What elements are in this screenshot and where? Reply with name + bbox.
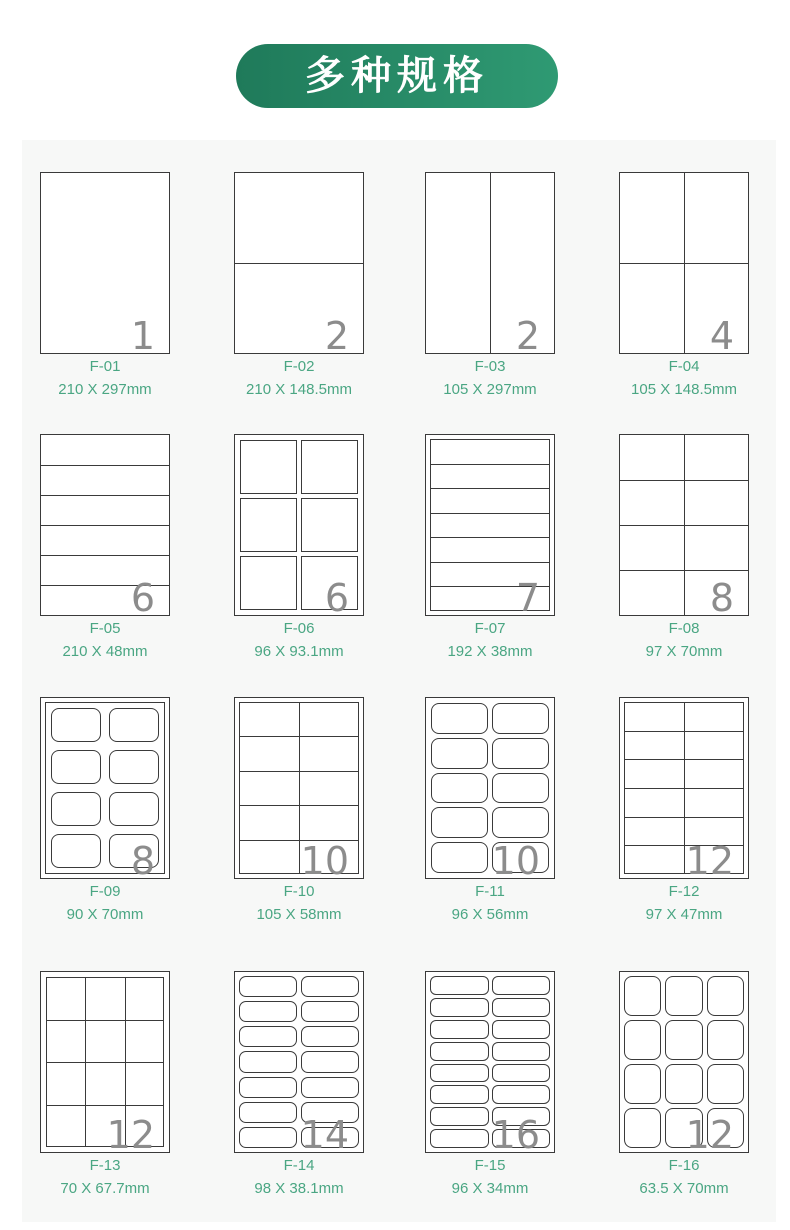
label-cell xyxy=(239,702,300,737)
label-cell xyxy=(85,1062,125,1106)
spec-code: F-04 xyxy=(668,358,700,375)
label-count: 14 xyxy=(300,1113,349,1157)
label-cell xyxy=(109,750,159,784)
label-sheet xyxy=(425,434,555,620)
label-count: 8 xyxy=(130,839,155,883)
label-cell xyxy=(239,1127,297,1148)
label-sheet xyxy=(40,434,170,620)
label-count: 6 xyxy=(130,576,155,620)
label-sheet xyxy=(619,697,749,883)
label-cell xyxy=(430,1107,489,1126)
label-cell xyxy=(430,488,550,514)
label-cell xyxy=(240,440,297,494)
label-cell xyxy=(430,1129,489,1148)
label-cell xyxy=(41,435,169,466)
label-cell xyxy=(620,570,685,615)
label-cell xyxy=(41,495,169,526)
label-count: 16 xyxy=(491,1113,540,1157)
label-cell xyxy=(51,834,101,868)
label-sheet xyxy=(619,172,749,358)
spec-size: 105 X 58mm xyxy=(256,906,342,923)
spec-code: F-07 xyxy=(474,620,506,637)
label-cell xyxy=(624,1064,661,1104)
label-sheet xyxy=(40,971,170,1157)
label-cell xyxy=(492,1064,551,1083)
label-cell xyxy=(41,465,169,496)
spec-code: F-12 xyxy=(668,883,700,900)
label-cell xyxy=(125,1062,164,1106)
spec-code: F-02 xyxy=(283,358,315,375)
label-cell xyxy=(51,750,101,784)
label-cell xyxy=(707,1020,744,1060)
label-cell xyxy=(301,440,358,494)
label-cell xyxy=(41,525,169,556)
label-cell xyxy=(684,788,744,818)
label-cell xyxy=(240,498,297,552)
label-cell xyxy=(239,736,300,771)
label-cell xyxy=(51,708,101,742)
label-cell xyxy=(239,805,300,840)
label-cell xyxy=(301,498,358,552)
label-sheet xyxy=(234,697,364,883)
label-cell xyxy=(684,525,748,571)
spec-size: 210 X 297mm xyxy=(58,381,152,398)
label-sheet xyxy=(425,172,555,358)
label-cell xyxy=(430,976,489,995)
label-cell xyxy=(430,1042,489,1061)
label-cell xyxy=(239,840,300,874)
label-cell xyxy=(624,845,685,874)
spec-size: 70 X 67.7mm xyxy=(60,1180,150,1197)
spec-size: 97 X 70mm xyxy=(645,643,723,660)
label-cell xyxy=(624,731,685,761)
label-cell xyxy=(430,1064,489,1083)
spec-code: F-01 xyxy=(89,358,121,375)
label-count: 4 xyxy=(709,314,734,358)
label-cell xyxy=(430,537,550,563)
label-count: 1 xyxy=(130,314,155,358)
label-cell xyxy=(431,807,488,838)
label-cell xyxy=(46,1062,86,1106)
label-cell xyxy=(492,738,549,769)
spec-code: F-11 xyxy=(475,883,505,900)
label-cell xyxy=(492,773,549,804)
label-cell xyxy=(109,792,159,826)
label-cell xyxy=(665,976,702,1016)
label-cell xyxy=(620,435,685,481)
label-cell xyxy=(624,1108,661,1148)
label-sheet xyxy=(425,697,555,883)
spec-code: F-09 xyxy=(89,883,121,900)
label-cell xyxy=(624,1020,661,1060)
label-cell xyxy=(239,976,297,997)
label-cell xyxy=(684,173,748,264)
spec-code: F-08 xyxy=(668,620,700,637)
label-sheet xyxy=(234,434,364,620)
banner-title: 多种规格 xyxy=(236,44,558,108)
label-sheet xyxy=(234,971,364,1157)
label-cell xyxy=(492,807,549,838)
label-cell xyxy=(299,702,359,737)
label-cell xyxy=(239,1077,297,1098)
spec-size: 192 X 38mm xyxy=(447,643,533,660)
label-cell xyxy=(239,771,300,806)
label-cell xyxy=(430,1085,489,1104)
label-cell xyxy=(620,480,685,526)
label-cell xyxy=(684,731,744,761)
label-cell xyxy=(301,1077,359,1098)
label-sheet xyxy=(619,434,749,620)
label-cell xyxy=(707,1064,744,1104)
label-cell xyxy=(85,1020,125,1064)
label-count: 7 xyxy=(515,576,540,620)
spec-size: 97 X 47mm xyxy=(645,906,723,923)
spec-size: 210 X 148.5mm xyxy=(246,381,352,398)
label-count: 2 xyxy=(515,314,540,358)
label-sheet xyxy=(234,172,364,358)
label-cell xyxy=(299,805,359,840)
label-cell xyxy=(235,173,363,264)
label-count: 10 xyxy=(300,839,349,883)
label-cell xyxy=(430,513,550,539)
label-cell xyxy=(620,263,685,353)
spec-size: 63.5 X 70mm xyxy=(639,1180,729,1197)
spec-code: F-03 xyxy=(474,358,506,375)
label-cell xyxy=(431,842,488,873)
label-cell xyxy=(430,439,550,465)
spec-size: 105 X 148.5mm xyxy=(631,381,737,398)
label-cell xyxy=(239,1051,297,1072)
label-count: 10 xyxy=(491,839,540,883)
label-sheet xyxy=(425,971,555,1157)
label-cell xyxy=(665,1064,702,1104)
spec-size: 90 X 70mm xyxy=(66,906,144,923)
label-cell xyxy=(431,703,488,734)
label-cell xyxy=(492,1085,551,1104)
label-cell xyxy=(624,759,685,789)
label-cell xyxy=(684,480,748,526)
label-cell xyxy=(684,702,744,732)
label-cell xyxy=(46,977,86,1021)
label-cell xyxy=(125,977,164,1021)
label-cell xyxy=(684,435,748,481)
label-cell xyxy=(46,1020,86,1064)
spec-code: F-15 xyxy=(474,1157,506,1174)
label-cell xyxy=(620,173,685,264)
spec-size: 210 X 48mm xyxy=(62,643,148,660)
label-cell xyxy=(240,556,297,610)
spec-size: 96 X 34mm xyxy=(451,1180,529,1197)
label-cell xyxy=(430,998,489,1017)
label-cell xyxy=(426,173,491,353)
label-cell xyxy=(239,1102,297,1123)
label-cell xyxy=(109,708,159,742)
label-sheet xyxy=(40,697,170,883)
label-cell xyxy=(299,736,359,771)
label-cell xyxy=(301,1026,359,1047)
label-cell xyxy=(239,1026,297,1047)
label-cell xyxy=(431,738,488,769)
label-cell xyxy=(492,703,549,734)
label-cell xyxy=(46,1105,86,1148)
label-cell xyxy=(492,976,551,995)
label-count: 2 xyxy=(324,314,349,358)
label-count: 6 xyxy=(324,576,349,620)
label-sheet xyxy=(40,172,170,358)
label-cell xyxy=(301,1001,359,1022)
label-cell xyxy=(430,1020,489,1039)
label-cell xyxy=(624,788,685,818)
label-sheet xyxy=(619,971,749,1157)
label-cell xyxy=(492,1042,551,1061)
label-cell xyxy=(430,464,550,490)
spec-code: F-16 xyxy=(668,1157,700,1174)
label-cell xyxy=(665,1020,702,1060)
spec-size: 98 X 38.1mm xyxy=(254,1180,344,1197)
spec-code: F-13 xyxy=(89,1157,121,1174)
label-cell xyxy=(125,1020,164,1064)
spec-code: F-14 xyxy=(283,1157,315,1174)
label-cell xyxy=(624,817,685,847)
label-cell xyxy=(301,1051,359,1072)
label-count: 8 xyxy=(709,576,734,620)
label-cell xyxy=(299,771,359,806)
label-cell xyxy=(492,1020,551,1039)
spec-code: F-10 xyxy=(283,883,315,900)
label-count: 12 xyxy=(685,1113,734,1157)
label-cell xyxy=(239,1001,297,1022)
spec-code: F-05 xyxy=(89,620,121,637)
spec-size: 96 X 56mm xyxy=(451,906,529,923)
label-count: 12 xyxy=(685,839,734,883)
label-cell xyxy=(431,773,488,804)
label-cell xyxy=(301,976,359,997)
spec-size: 105 X 297mm xyxy=(443,381,537,398)
label-cell xyxy=(492,998,551,1017)
label-cell xyxy=(624,702,685,732)
spec-code: F-06 xyxy=(283,620,315,637)
label-cell xyxy=(684,759,744,789)
label-cell xyxy=(624,976,661,1016)
label-cell xyxy=(85,977,125,1021)
spec-size: 96 X 93.1mm xyxy=(254,643,344,660)
label-cell xyxy=(51,792,101,826)
label-count: 12 xyxy=(106,1113,155,1157)
label-cell xyxy=(620,525,685,571)
label-cell xyxy=(707,976,744,1016)
